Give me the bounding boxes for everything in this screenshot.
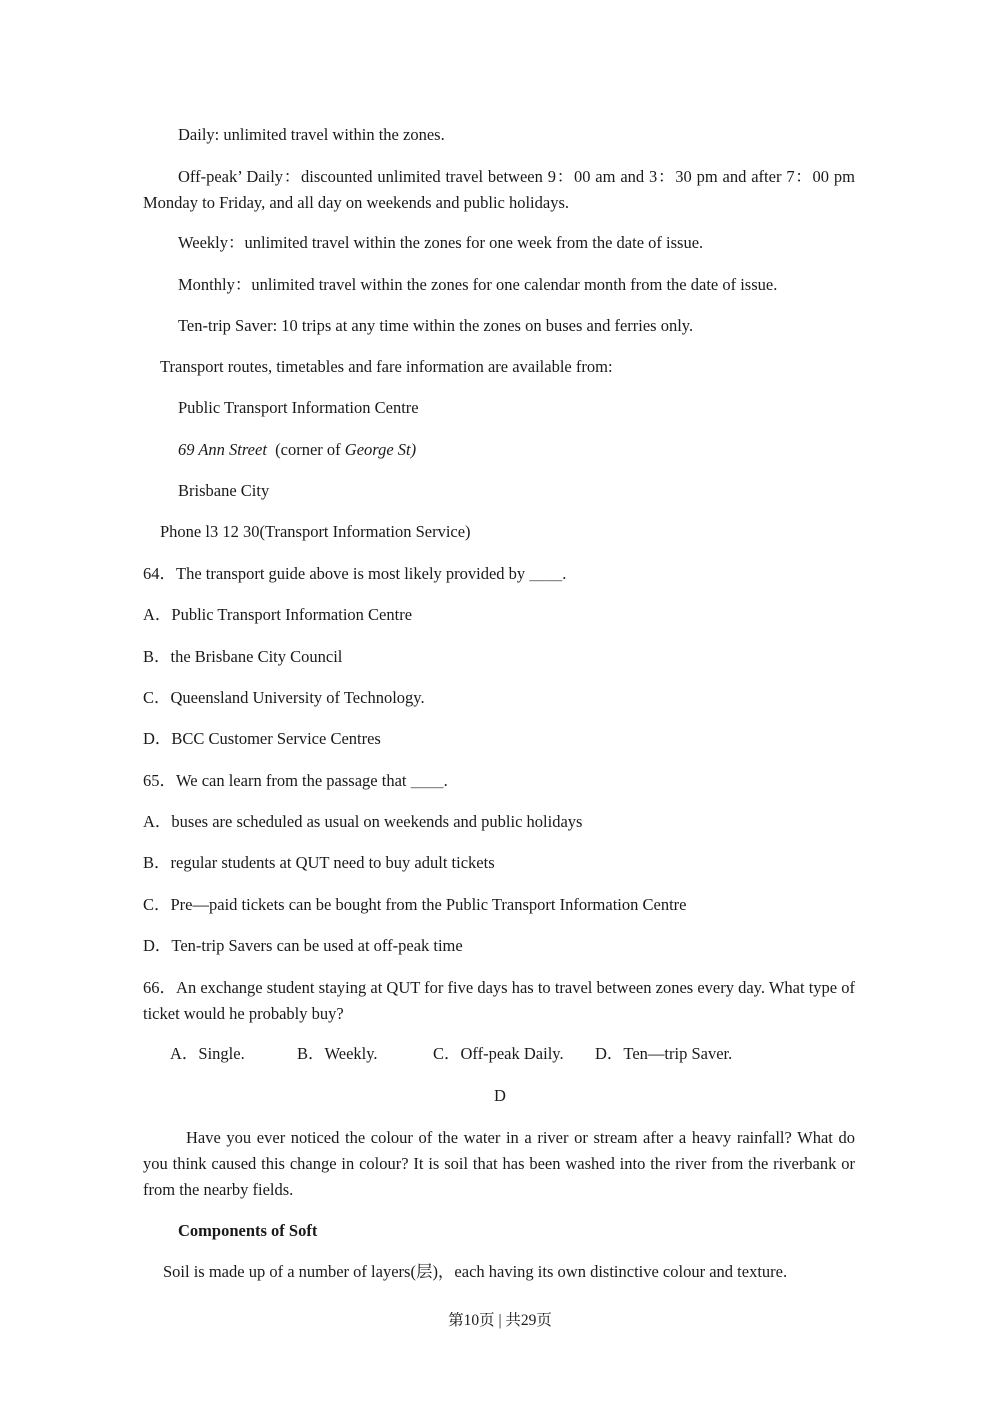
question-65-option-d: D．Ten-trip Savers can be used at off-peak time [143,936,463,955]
info-address [178,439,416,461]
section-d-heading: Components of Soft [178,1221,318,1240]
question-66-option-a: A．Single. [170,1044,245,1063]
ticket-daily: Daily: unlimited travel within the zones. [178,125,445,144]
page-footer: 第10页 | 共29页 [448,1312,552,1329]
question-65-option-a: A．buses are scheduled as usual on weekends and public holidays [143,812,583,831]
question-65-option-c: C．Pre—paid tickets can be bought from the Public Transport Information Centre [143,895,687,914]
ticket-tentrip: Ten-trip Saver: 10 trips at any time within the zones on buses and ferries only. [178,316,694,335]
question-64: 64．The transport guide above is most likely provided by ＿＿. [143,564,567,583]
question-65: 65．We can learn from the passage that ＿＿. [143,771,448,790]
ticket-offpeak: Off-peak’ Daily：discounted unlimited travel between 9：00 am and 3：30 pm and after 7：00 pm Monday to Friday, and all day on weekends and public holidays. [143,167,855,212]
info-intro: Transport routes, timetables and fare information are available from: [160,357,613,376]
question-64-option-a: A．Public Transport Information Centre [143,605,413,624]
address-corner-street: George St) [344,440,417,459]
section-d-sentence: Soil is made up of a number of layers(层)，each having its own distinctive colour and texture. [163,1262,788,1281]
question-65-option-b: B．regular students at QUT need to buy adult tickets [143,853,495,872]
question-66-option-b: B．Weekly. [297,1044,378,1063]
question-66-options [170,1043,732,1065]
ticket-weekly: Weekly：unlimited travel within the zones for one week from the date of issue. [178,233,704,252]
question-64-option-d: D．BCC Customer Service Centres [143,729,381,748]
address-corner-prefix: (corner of [275,440,345,459]
question-64-option-c: C．Queensland University of Technology. [143,688,425,707]
info-phone: Phone l3 12 30(Transport Information Service) [160,522,471,541]
question-66-option-d: D．Ten—trip Saver. [595,1044,733,1063]
section-d-label: D [494,1086,506,1105]
question-66: 66．An exchange student staying at QUT for five days has to travel between zones every day. What type of ticket would he probably buy? [143,978,855,1023]
info-centre: Public Transport Information Centre [178,398,419,417]
ticket-monthly: Monthly：unlimited travel within the zones for one calendar month from the date of issue. [178,275,778,294]
question-64-option-b: B．the Brisbane City Council [143,647,343,666]
section-d-intro: Have you ever noticed the colour of the water in a river or stream after a heavy rainfall? What do you think caused this change in colour? It is soil that has been washed into the river from the riverbank or from the nearby fields. [143,1128,855,1199]
info-city: Brisbane City [178,481,270,500]
address-street: 69 Ann Street [178,440,267,459]
question-66-option-c: C．Off-peak Daily. [433,1044,564,1063]
